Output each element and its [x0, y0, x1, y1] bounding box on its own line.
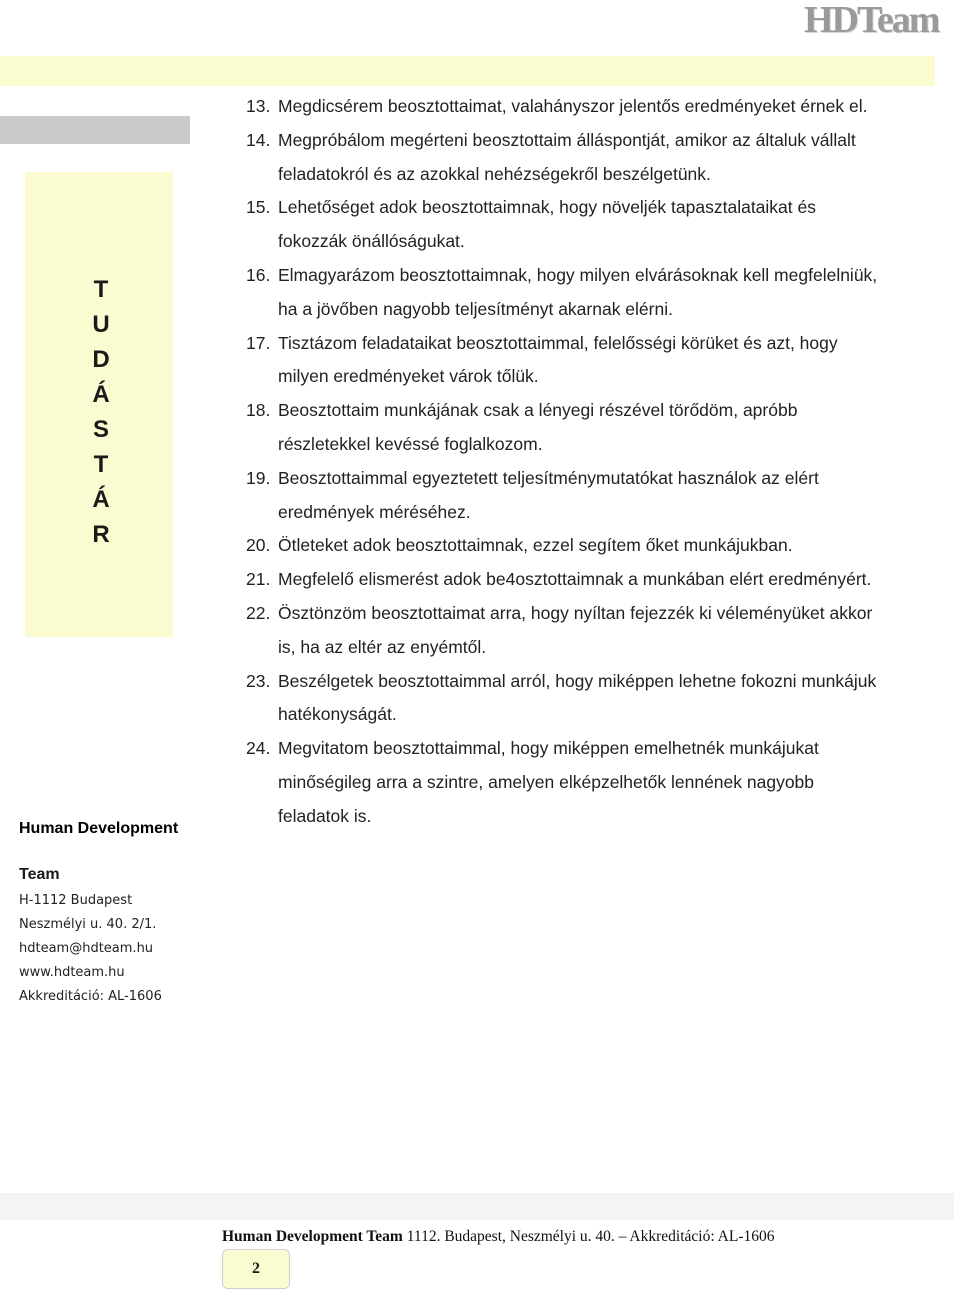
item-number: 13. [246, 96, 271, 116]
item-number: 18. [246, 400, 271, 421]
item-number: 21. [246, 569, 271, 590]
item-text: Tisztázom feladataikat beosztottaimmal, felelősségi körüket és azt, hogy milyen eredményeket várok tőlük. [278, 332, 838, 387]
item-text: Beosztottaim munkájának csak a lényegi részével törődöm, apróbb részletekkel kevéssé foglalkozom. [278, 400, 798, 454]
org-street: Neszmélyi u. 40. 2/1. [19, 917, 157, 932]
vertical-title-letter: R [92, 521, 110, 548]
item-text: Megfelelő elismerést adok be4osztottaimnak a munkában elért eredményért. [278, 569, 872, 590]
vertical-title-letter: Á [92, 486, 110, 513]
vertical-title-letter: T [93, 451, 109, 478]
list-item [246, 529, 886, 563]
item-number: 24. [246, 738, 271, 759]
item-text: Ösztönzöm beosztottaimat arra, hogy nyíltan fejezzék ki véleményüket akkor is, ha az eltér az enyémtől. [278, 602, 873, 657]
list-item [246, 124, 886, 192]
item-number: 15. [246, 197, 271, 218]
vertical-title [86, 272, 116, 552]
item-text: Megvitatom beosztottaimmal, hogy miképpen emelhetnék munkájukat minőségileg arra a szintre, amelyen elképzelhetők lennének nagyobb feladatok is. [278, 738, 819, 826]
item-number: 20. [246, 535, 271, 556]
org-accreditation: Akkreditáció: AL-1606 [19, 989, 162, 1004]
list-item [246, 259, 886, 327]
hdteam-logo: HDTeam [804, 0, 939, 41]
item-number: 14. [246, 129, 271, 150]
item-text: Beosztottaimmal egyeztetett teljesítménymutatókat használok az elért eredmények méréséhez. [278, 467, 819, 522]
footer-text [222, 1228, 775, 1246]
item-number: 19. [246, 467, 271, 488]
vertical-title-letter: U [92, 311, 110, 338]
header-gray-band [0, 116, 190, 144]
org-team: Team [19, 866, 60, 883]
list-item [246, 191, 886, 259]
vertical-title-letter: Á [92, 381, 110, 408]
vertical-title-letter: S [92, 416, 109, 443]
org-email-link[interactable]: hdteam@hdteam.hu [19, 941, 154, 956]
item-text: Ötleteket adok beosztottaimnak, ezzel segítem őket munkájukban. [278, 535, 793, 556]
list-item [246, 563, 886, 597]
list-item [246, 732, 886, 833]
footer-band [0, 1193, 954, 1220]
item-text: Lehetőséget adok beosztottaimnak, hogy növeljék tapasztalataikat és fokozzák önállóságukat. [278, 197, 816, 252]
list-item [246, 665, 886, 733]
item-number: 16. [246, 264, 271, 285]
questionnaire-list [246, 90, 886, 834]
footer-org: Human Development Team [222, 1228, 403, 1245]
org-address: H-1112 Budapest [19, 893, 133, 908]
item-number: 17. [246, 332, 271, 353]
item-text: Elmagyarázom beosztottaimnak, hogy milyen elvárásoknak kell megfelelniük, ha a jövőben nagyobb teljesítményt akarnak elérni. [278, 264, 878, 319]
page-number: 2 [222, 1249, 290, 1289]
list-item [246, 462, 886, 530]
item-number: 22. [246, 602, 271, 623]
list-item [246, 597, 886, 665]
vertical-title-letter: T [93, 276, 109, 303]
org-website-link[interactable]: www.hdteam.hu [19, 965, 125, 980]
list-item [246, 327, 886, 395]
vertical-title-letter: D [92, 346, 110, 373]
footer-address: 1112. Budapest, Neszmélyi u. 40. – Akkreditáció: AL-1606 [402, 1228, 775, 1245]
item-number: 23. [246, 670, 271, 691]
org-name: Human Development [19, 820, 179, 837]
header-band [0, 56, 935, 86]
list-item [246, 394, 886, 462]
list-item [246, 90, 886, 124]
item-text: Beszélgetek beosztottaimmal arról, hogy miképpen lehetne fokozni munkájuk hatékonyságát. [278, 670, 877, 725]
item-text: Megpróbálom megérteni beosztottaim álláspontját, amikor az általuk vállalt feladatokról és az azokkal nehézségekről beszélgetünk. [278, 129, 856, 184]
item-text: Megdicsérem beosztottaimat, valahányszor jelentős eredményeket érnek el. [278, 96, 868, 116]
